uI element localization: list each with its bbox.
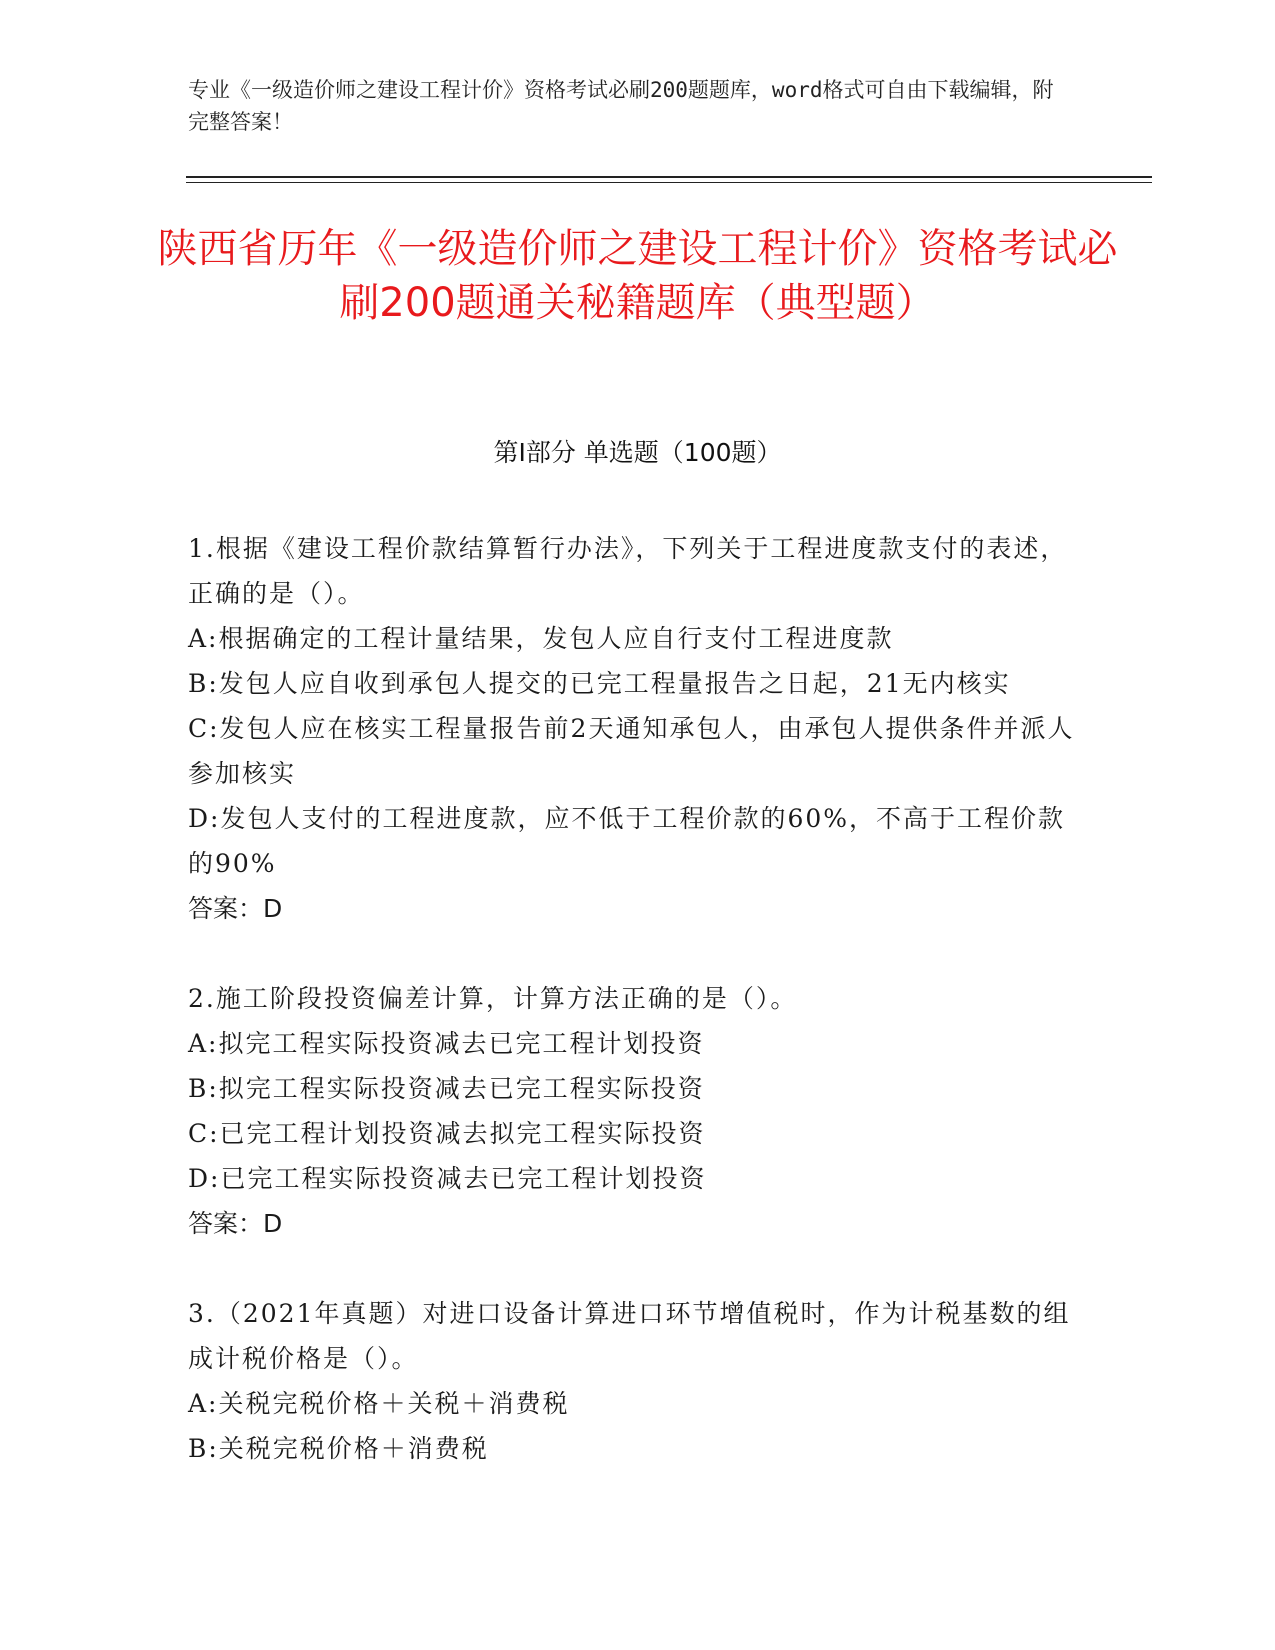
header-note: 专业《一级造价师之建设工程计价》资格考试必刷200题题库，word格式可自由下载编辑，附完整答案！ xyxy=(188,78,1054,134)
option-b: B:拟完工程实际投资减去已完工程实际投资 xyxy=(188,1074,705,1103)
question-list xyxy=(188,526,1088,1516)
option-b: B:发包人应自收到承包人提交的已完工程量报告之日起，21无内核实 xyxy=(188,669,1011,698)
question-stem: 1.根据《建设工程价款结算暂行办法》，下列关于工程进度款支付的表述，正确的是（）。 xyxy=(188,534,1068,608)
option-d: D:已完工程实际投资减去已完工程计划投资 xyxy=(188,1164,707,1193)
option-a: A:关税完税价格＋关税＋消费税 xyxy=(188,1389,570,1418)
option-a: A:拟完工程实际投资减去已完工程计划投资 xyxy=(188,1029,705,1058)
question-item xyxy=(188,976,1088,1246)
question-stem: 3.（2021年真题）对进口设备计算进口环节增值税时，作为计税基数的组成计税价格是（）。 xyxy=(188,1299,1071,1373)
option-b: B:关税完税价格＋消费税 xyxy=(188,1434,489,1463)
answer-line: 答案：D xyxy=(188,1209,283,1238)
option-c: C:已完工程计划投资减去拟完工程实际投资 xyxy=(188,1119,706,1148)
question-stem: 2.施工阶段投资偏差计算，计算方法正确的是（）。 xyxy=(188,984,798,1013)
option-c: C:发包人应在核实工程量报告前2天通知承包人，由承包人提供条件并派人参加核实 xyxy=(188,714,1075,788)
answer-line: 答案：D xyxy=(188,894,283,923)
header-divider-thin xyxy=(186,182,1152,183)
option-d: D:发包人支付的工程进度款，应不低于工程价款的60%，不高于工程价款的90% xyxy=(188,804,1066,878)
document-title: 陕西省历年《一级造价师之建设工程计价》资格考试必刷200题通关秘籍题库（典型题） xyxy=(157,226,1118,326)
section-heading: 第I部分 单选题（100题） xyxy=(493,438,782,467)
question-item xyxy=(188,1291,1088,1471)
header-divider-thick xyxy=(186,176,1152,178)
option-a: A:根据确定的工程计量结果，发包人应自行支付工程进度款 xyxy=(188,624,894,653)
question-item xyxy=(188,526,1088,931)
